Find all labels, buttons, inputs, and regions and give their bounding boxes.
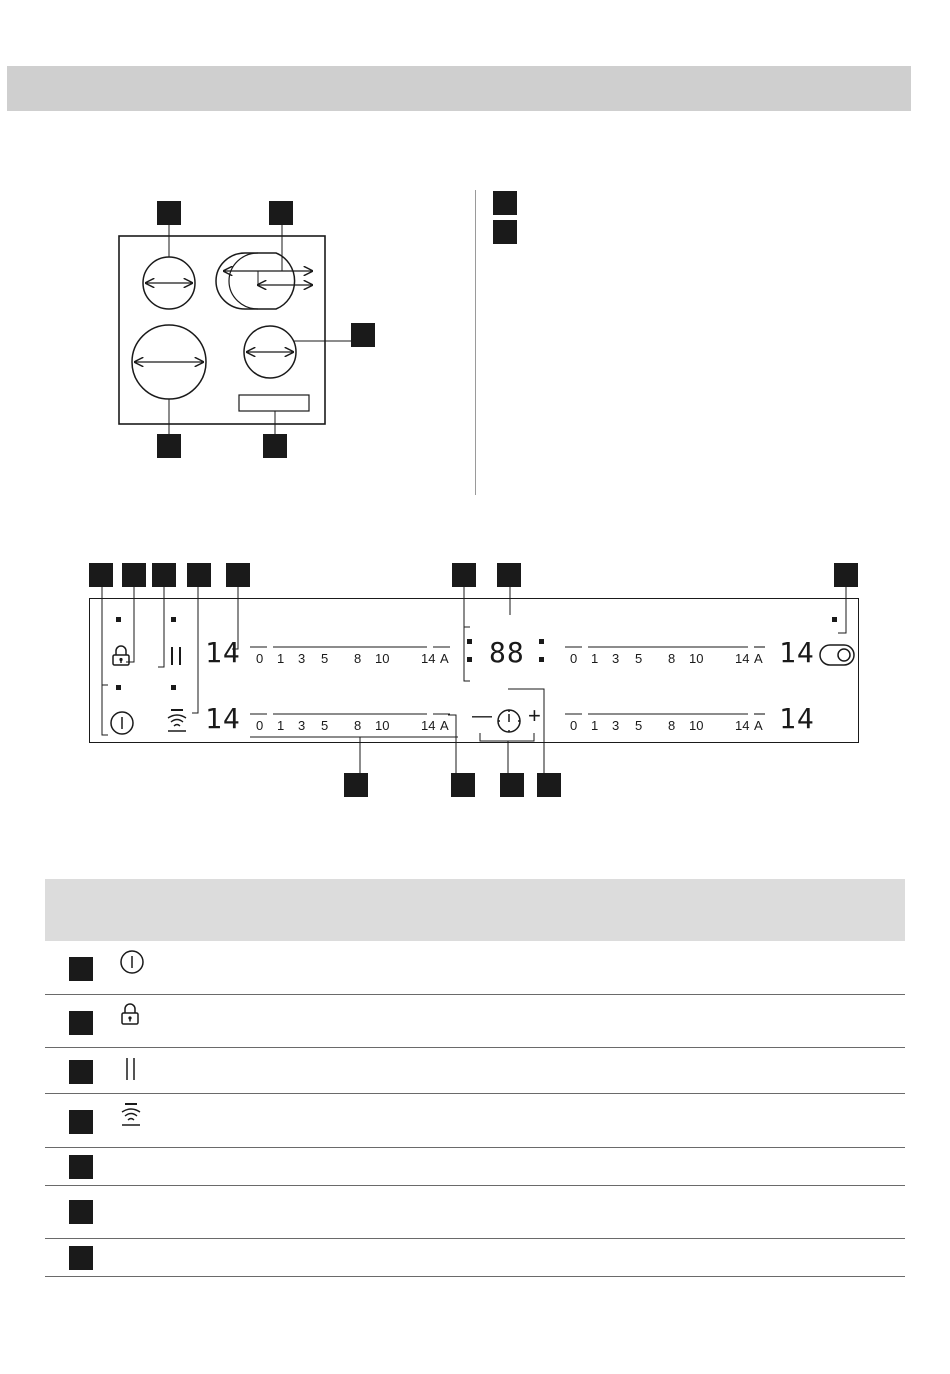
cooking-zone-rear-right-bridge [216,253,295,309]
row-marker [69,1060,93,1084]
legend-marker-2 [493,220,517,244]
timer-plus-button[interactable]: + [528,703,541,728]
cp-callout-3 [152,563,176,587]
table-row [45,1186,905,1239]
callout-5 [263,434,287,458]
bridge-toggle-icon[interactable] [818,642,856,668]
table-header [45,879,905,941]
cp-callout-10 [451,773,475,797]
cp-callout-1 [89,563,113,587]
table-row [45,995,905,1048]
column-divider [475,190,476,495]
cp-callout-7 [497,563,521,587]
power-level-display-right-bottom: 14 [779,702,815,735]
hob-layout-diagram [100,195,390,465]
hob-hood-icon [119,1102,143,1128]
table-row [45,1048,905,1094]
table-row [45,1239,905,1277]
power-icon [119,949,145,975]
lock-icon[interactable] [110,645,132,667]
legend-marker-1 [493,191,517,215]
row-marker [69,1011,93,1035]
lock-icon [119,1003,141,1027]
cp-callout-5 [226,563,250,587]
power-level-display-left-top: 14 [205,636,241,669]
power-scale-left-bottom[interactable]: 0 1 3 5 8 10 14 A [256,718,449,733]
table-row [45,1094,905,1148]
table-row [45,941,905,995]
cp-callout-8 [834,563,858,587]
indicator-dot [171,685,176,690]
table-row [45,1148,905,1186]
indicator-dot [832,617,837,622]
cp-callout-2 [122,563,146,587]
power-level-display-right-top: 14 [779,636,815,669]
row-marker [69,1246,93,1270]
indicator-dot [116,617,121,622]
power-scale-right-bottom[interactable]: 0 1 3 5 8 10 14 A [570,718,763,733]
indicator-dot [171,617,176,622]
hob-hood-icon[interactable] [165,708,189,734]
cp-callout-11 [500,773,524,797]
power-icon[interactable] [109,710,135,736]
cp-callout-4 [187,563,211,587]
cp-callout-9 [344,773,368,797]
power-scale-left-top[interactable]: 0 1 3 5 8 10 14 A [256,651,449,666]
callout-1 [157,201,181,225]
cp-callout-12 [537,773,561,797]
callout-2 [269,201,293,225]
row-marker [69,1200,93,1224]
row-marker [69,957,93,981]
row-marker [69,1110,93,1134]
timer-icon[interactable] [496,708,522,734]
callout-4 [157,434,181,458]
power-scale-right-top[interactable]: 0 1 3 5 8 10 14 A [570,651,763,666]
timer-minus-button[interactable]: — [472,705,492,727]
power-level-display-left-bottom: 14 [205,702,241,735]
row-marker [69,1155,93,1179]
indicator-dot [116,685,121,690]
pause-icon [123,1056,139,1082]
callout-3 [351,323,375,347]
control-panel-outline [239,395,309,411]
timer-display: 88 [489,636,525,669]
cp-callout-6 [452,563,476,587]
pause-icon[interactable] [166,645,186,667]
section-title-bar [7,66,911,111]
